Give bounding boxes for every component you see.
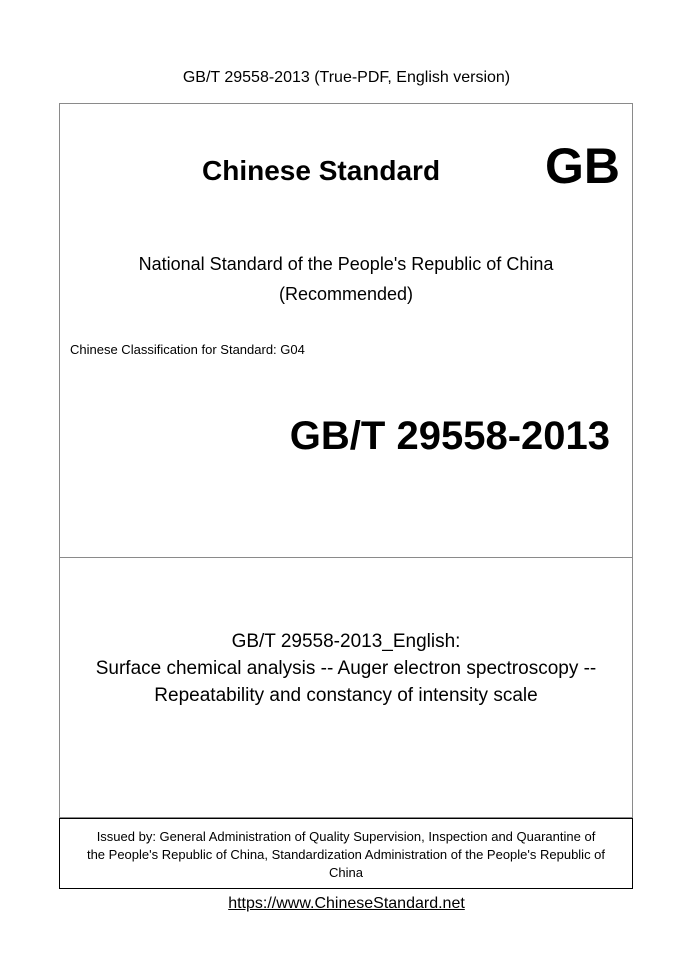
english-title-line: Repeatability and constancy of intensity scale bbox=[154, 685, 538, 706]
issuer-line: China bbox=[329, 865, 363, 880]
english-title-line: Surface chemical analysis -- Auger electron spectroscopy -- bbox=[95, 658, 597, 679]
issuer-line: the People's Republic of China, Standardization Administration of the People's Republic of bbox=[86, 847, 606, 862]
document-header: GB/T 29558-2013 (True-PDF, English version) bbox=[182, 69, 511, 86]
title-box bbox=[59, 557, 633, 818]
national-standard-line: National Standard of the People's Republic of China bbox=[138, 254, 554, 274]
recommended-label: (Recommended) bbox=[278, 284, 414, 304]
cover-box bbox=[59, 103, 633, 558]
website-link[interactable]: https://www.ChineseStandard.net bbox=[228, 895, 465, 912]
gb-mark: GB bbox=[545, 138, 620, 194]
english-title-line: GB/T 29558-2013_English: bbox=[231, 631, 461, 652]
issuer-text bbox=[60, 828, 632, 882]
standard-number: GB/T 29558-2013 bbox=[289, 414, 610, 458]
classification-label: Chinese Classification for Standard: G04 bbox=[70, 342, 305, 357]
brand-title: Chinese Standard bbox=[202, 155, 441, 186]
issuer-line: Issued by: General Administration of Quality Supervision, Inspection and Quarantine of bbox=[96, 829, 596, 844]
issuer-box bbox=[59, 818, 633, 889]
